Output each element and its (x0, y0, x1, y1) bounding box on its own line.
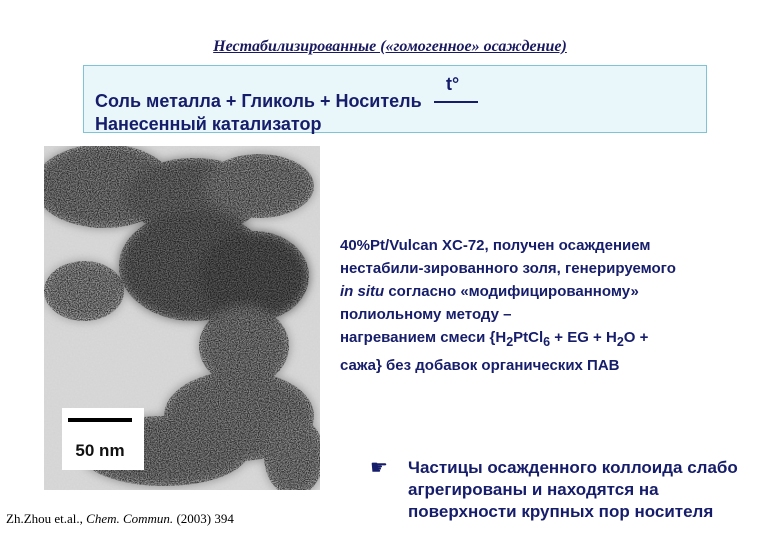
citation-journal: Chem. Commun. (86, 511, 174, 526)
in-situ-term: in situ (340, 283, 385, 300)
description-line-5 (340, 326, 760, 354)
formula-subscript: 2 (616, 335, 624, 349)
description-line-4: полиольному методу – (340, 306, 512, 323)
tem-micrograph (44, 146, 320, 490)
reactants-text: Соль металла + Гликоль + Носитель (95, 91, 422, 111)
citation-details: (2003) 394 (176, 511, 234, 526)
reaction-box (83, 65, 707, 133)
formula-subscript: 2 (506, 335, 514, 349)
citation-authors: Zh.Zhou et.al., (6, 511, 83, 526)
description-line-1: 40%Pt/Vulcan XC-72, получен осаждением (340, 237, 651, 254)
description-text (340, 234, 760, 377)
formula-part: O + (623, 329, 649, 346)
citation (6, 511, 234, 527)
pointing-hand-icon: ☛ (370, 457, 388, 479)
product-text: Нанесенный катализатор (95, 114, 322, 134)
formula-part: + EG + H (550, 329, 617, 346)
slide-title: Нестабилизированные («гомогенное» осаждение) (213, 38, 567, 55)
reaction-arrow (434, 101, 478, 103)
formula-part: PtCl (513, 329, 544, 346)
formula-subscript: 6 (543, 335, 551, 349)
temperature-label: t° (446, 74, 460, 94)
reaction-condition-group (410, 74, 480, 104)
scale-bar (68, 418, 132, 422)
description-line-3-rest: согласно «модифицированному» (384, 283, 639, 300)
description-line-3 (340, 280, 760, 303)
conclusion (370, 457, 770, 523)
conclusion-text: Частицы осажденного коллоида слабо агрегированы и находятся на поверхности крупных пор носителя (408, 458, 738, 521)
description-line-6: сажа} без добавок органических ПАВ (340, 357, 620, 374)
scale-bar-box (62, 408, 144, 470)
reaction-equation (95, 91, 422, 112)
formula-part: нагреванием смеси {H (340, 329, 507, 346)
scale-bar-label: 50 nm (75, 441, 125, 460)
description-line-2: нестабили-зированного золя, генерируемого (340, 260, 676, 277)
